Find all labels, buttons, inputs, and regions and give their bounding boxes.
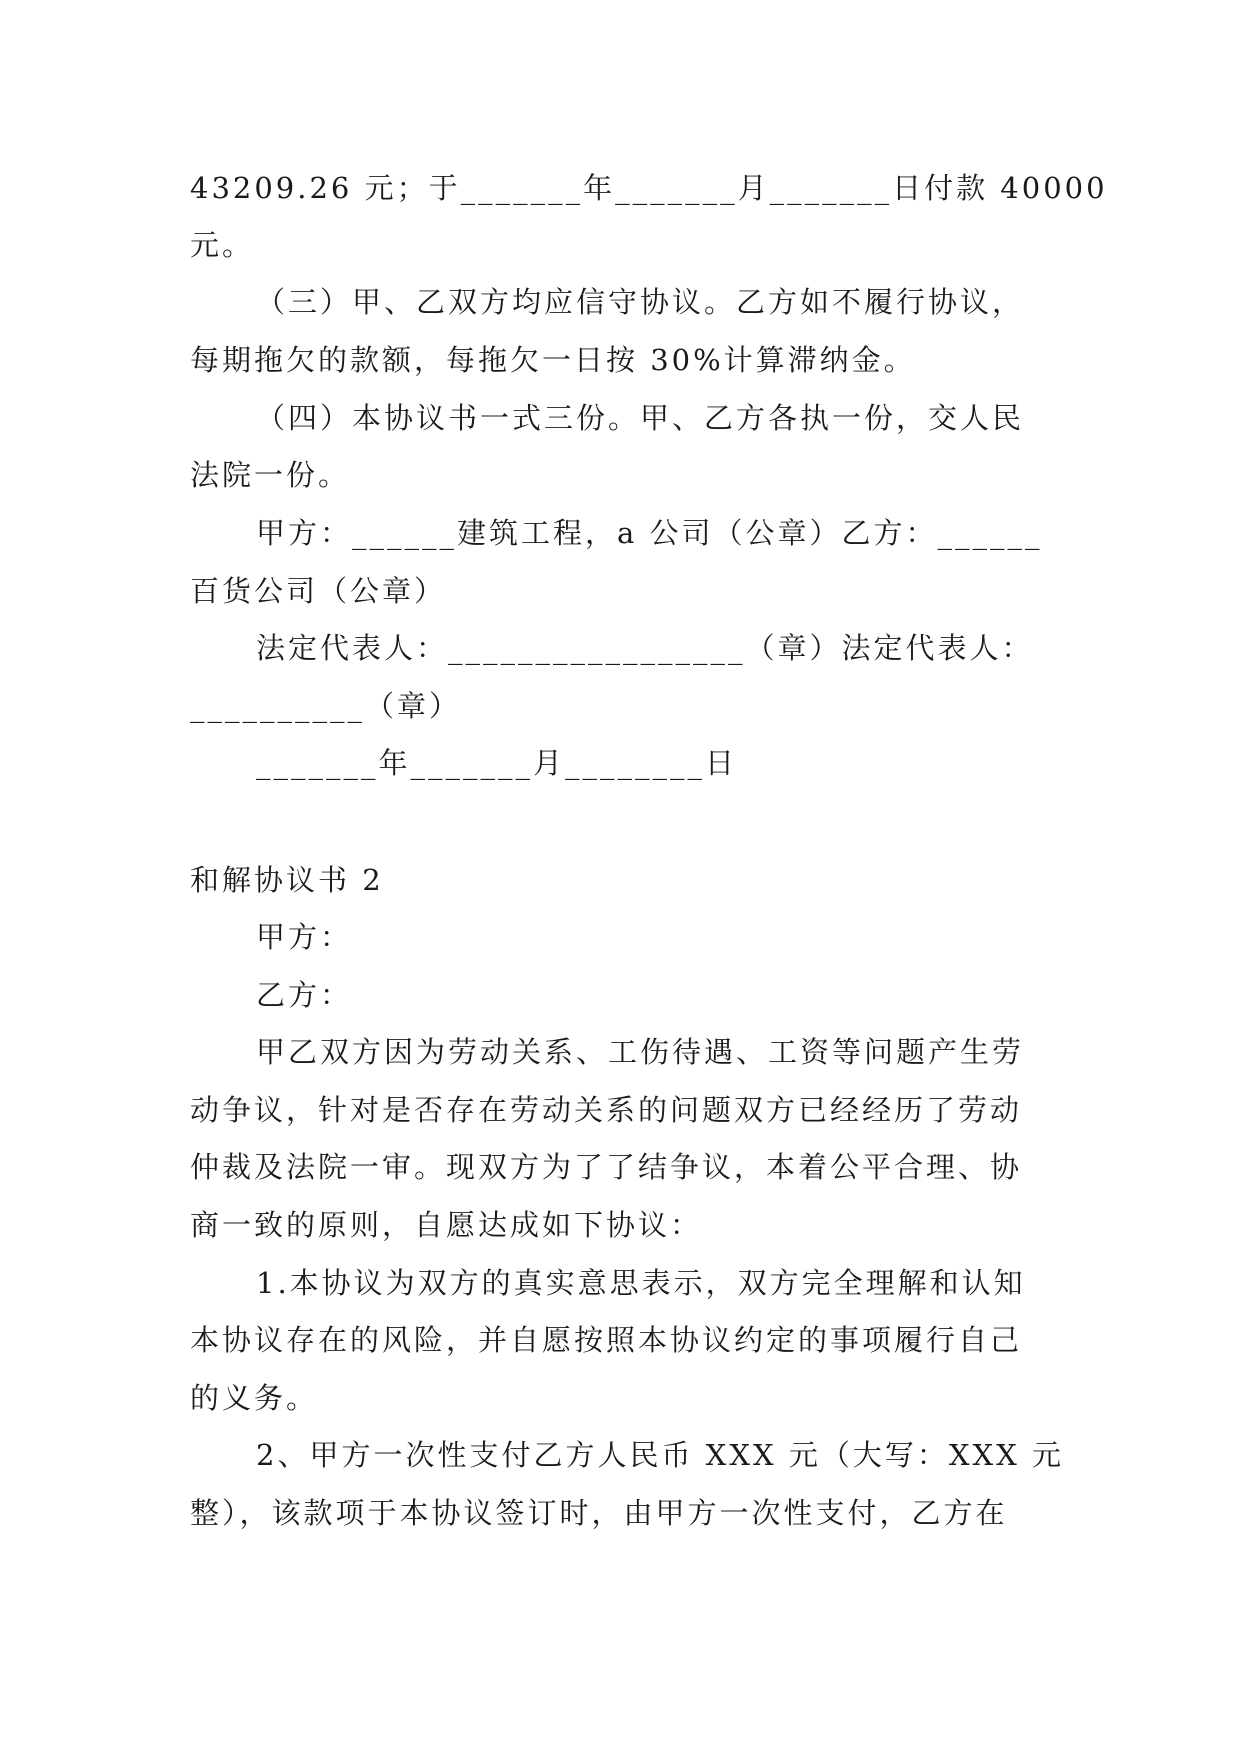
text-line: 的义务。 bbox=[190, 1381, 319, 1415]
text-line: 1.本协议为双方的真实意思表示，双方完全理解和认知 bbox=[256, 1266, 1026, 1300]
text-line: （四）本协议书一式三份。甲、乙方各执一份，交人民 bbox=[256, 401, 1025, 435]
text-line: 甲方： bbox=[256, 920, 353, 954]
text-line: _______年_______月________日 bbox=[256, 746, 738, 780]
text-line: 甲乙双方因为劳动关系、工伤待遇、工资等问题产生劳 bbox=[256, 1035, 1025, 1069]
section-title: 和解协议书 2 bbox=[190, 863, 384, 897]
text-line: 仲裁及法院一审。现双方为了了结争议，本着公平合理、协 bbox=[190, 1150, 1023, 1184]
text-line: 2、甲方一次性支付乙方人民币 XXX 元（大写：XXX 元 bbox=[256, 1438, 1064, 1472]
text-line: 法定代表人：_________________（章）法定代表人： bbox=[256, 631, 1034, 665]
text-line: 法院一份。 bbox=[190, 458, 351, 492]
text-line: 元。 bbox=[190, 228, 255, 262]
text-line: 商一致的原则，自愿达成如下协议： bbox=[190, 1208, 703, 1242]
text-line: 43209.26 元；于_______年_______月_______日付款 40000 bbox=[190, 171, 1108, 205]
text-line: 甲方：______建筑工程，a 公司（公章）乙方：______ bbox=[256, 516, 1043, 550]
text-line: 本协议存在的风险，并自愿按照本协议约定的事项履行自己 bbox=[190, 1323, 1023, 1357]
text-line: 每期拖欠的款额，每拖欠一日按 30%计算滞纳金。 bbox=[190, 343, 916, 377]
text-line: 动争议，针对是否存在劳动关系的问题双方已经经历了劳动 bbox=[190, 1093, 1023, 1127]
text-line: 百货公司（公章） bbox=[190, 574, 447, 608]
text-line: （三）甲、乙双方均应信守协议。乙方如不履行协议， bbox=[256, 285, 1025, 319]
text-line: 整），该款项于本协议签订时，由甲方一次性支付，乙方在 bbox=[190, 1496, 1008, 1530]
text-line: __________（章） bbox=[190, 689, 462, 723]
text-line: 乙方： bbox=[256, 978, 353, 1012]
